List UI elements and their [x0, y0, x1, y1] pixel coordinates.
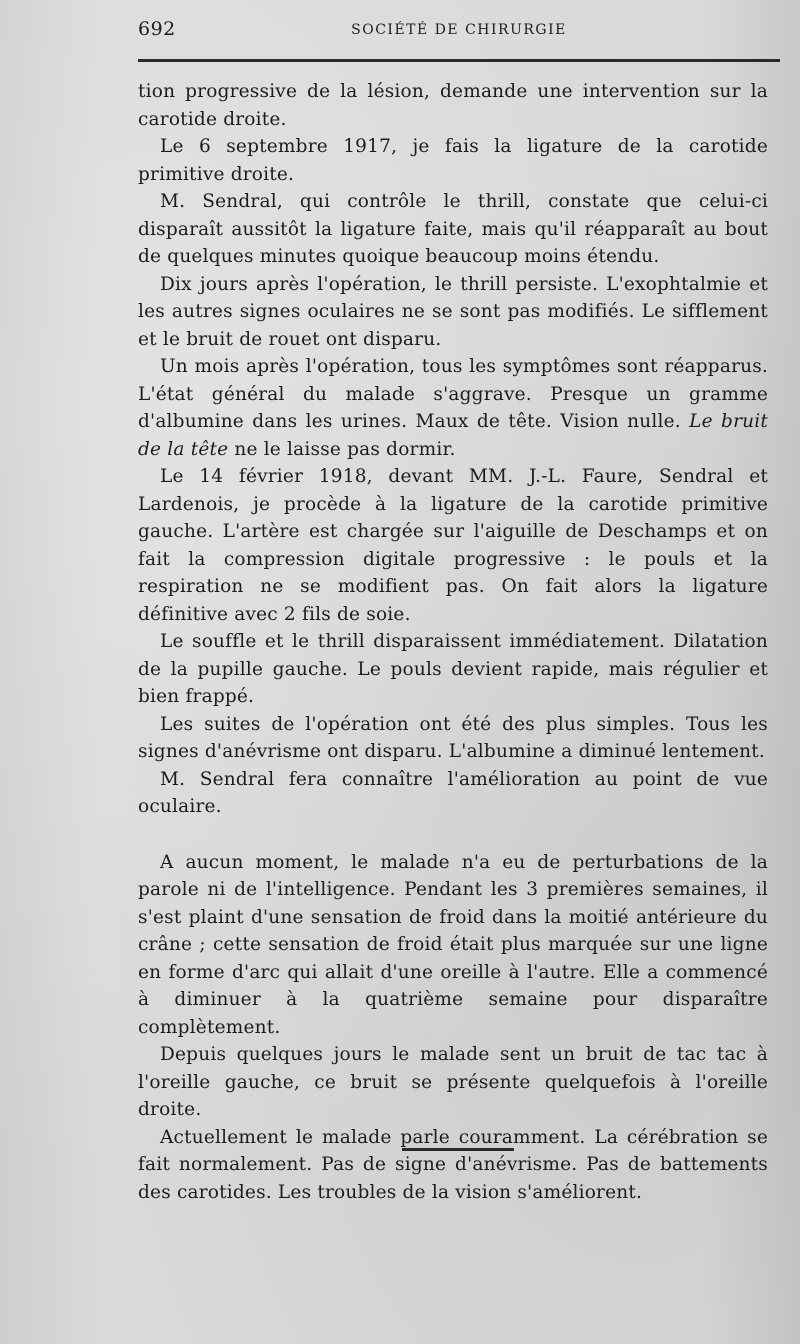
paragraph: M. Sendral fera connaître l'amélioration au point de vue oculaire.	[138, 768, 768, 817]
paragraph-text: ne le laisse pas dormir.	[228, 438, 456, 460]
paragraph: Actuellement le malade parle couramment. La cérébration se fait normalement. Pas de signe d'anévrisme. Pas de battements des carotides. Les troubles de la vision s'améliorent.	[138, 1126, 768, 1203]
running-title: SOCIÉTÉ DE CHIRURGIE	[351, 22, 567, 38]
paragraph: A aucun moment, le malade n'a eu de perturbations de la parole ni de l'intelligence. Pendant les 3 premières semaines, il s'est plaint d'une sensation de froid dans la moitié antérieure du crâne ; cette sensation de froid était plus marquée sur une ligne en forme d'arc qui allait d'une oreille à l'autre. Elle a commencé à diminuer à la quatrième semaine pour disparaître complètement.	[138, 851, 768, 1038]
page-header	[138, 18, 780, 46]
italic-phrase: Le bruit de la tête	[138, 411, 768, 460]
paragraph	[138, 353, 768, 463]
paragraph: Depuis quelques jours le malade sent un bruit de tac tac à l'oreille gauche, ce bruit se présente quelquefois à l'oreille droite.	[138, 1044, 768, 1120]
paragraph: Les suites de l'opération ont été des plus simples. Tous les signes d'anévrisme ont disparu. L'albumine a diminué lentement.	[138, 713, 768, 762]
paragraph-text: Un mois après l'opération, tous les symptômes sont réapparus. L'état général du malade s'aggrave. Presque un gramme d'albumine dans les urines. Maux de tête. Vision nulle.	[138, 356, 768, 432]
end-rule	[402, 1148, 514, 1151]
paragraph: Dix jours après l'opération, le thrill persiste. L'exophtalmie et les autres signes oculaires ne se sont pas modifiés. Le sifflement et le bruit de rouet ont disparu.	[138, 273, 768, 350]
body-text	[138, 78, 768, 1206]
page-number: 692	[138, 18, 176, 40]
paragraph: Le souffle et le thrill disparaissent immédiatement. Dilatation de la pupille gauche. Le pouls devient rapide, mais régulier et bien frappé.	[138, 631, 768, 707]
paragraph: tion progressive de la lésion, demande une intervention sur la carotide droite.	[138, 81, 768, 130]
paragraph: Le 14 février 1918, devant MM. J.-L. Faure, Sendral et Lardenois, je procède à la ligature de la carotide primitive gauche. L'artère est chargée sur l'aiguille de Deschamps et on fait la compression digitale progressive : le pouls et la respiration ne se modifient pas. On fait alors la ligature définitive avec 2 fils de soie.	[138, 466, 768, 625]
paragraph: Le 6 septembre 1917, je fais la ligature de la carotide primitive droite.	[138, 136, 768, 185]
header-rule	[138, 59, 780, 62]
paragraph: M. Sendral, qui contrôle le thrill, constate que celui-ci disparaît aussitôt la ligature faite, mais qu'il réapparaît au bout de quelques minutes quoique beaucoup moins étendu.	[138, 191, 768, 267]
